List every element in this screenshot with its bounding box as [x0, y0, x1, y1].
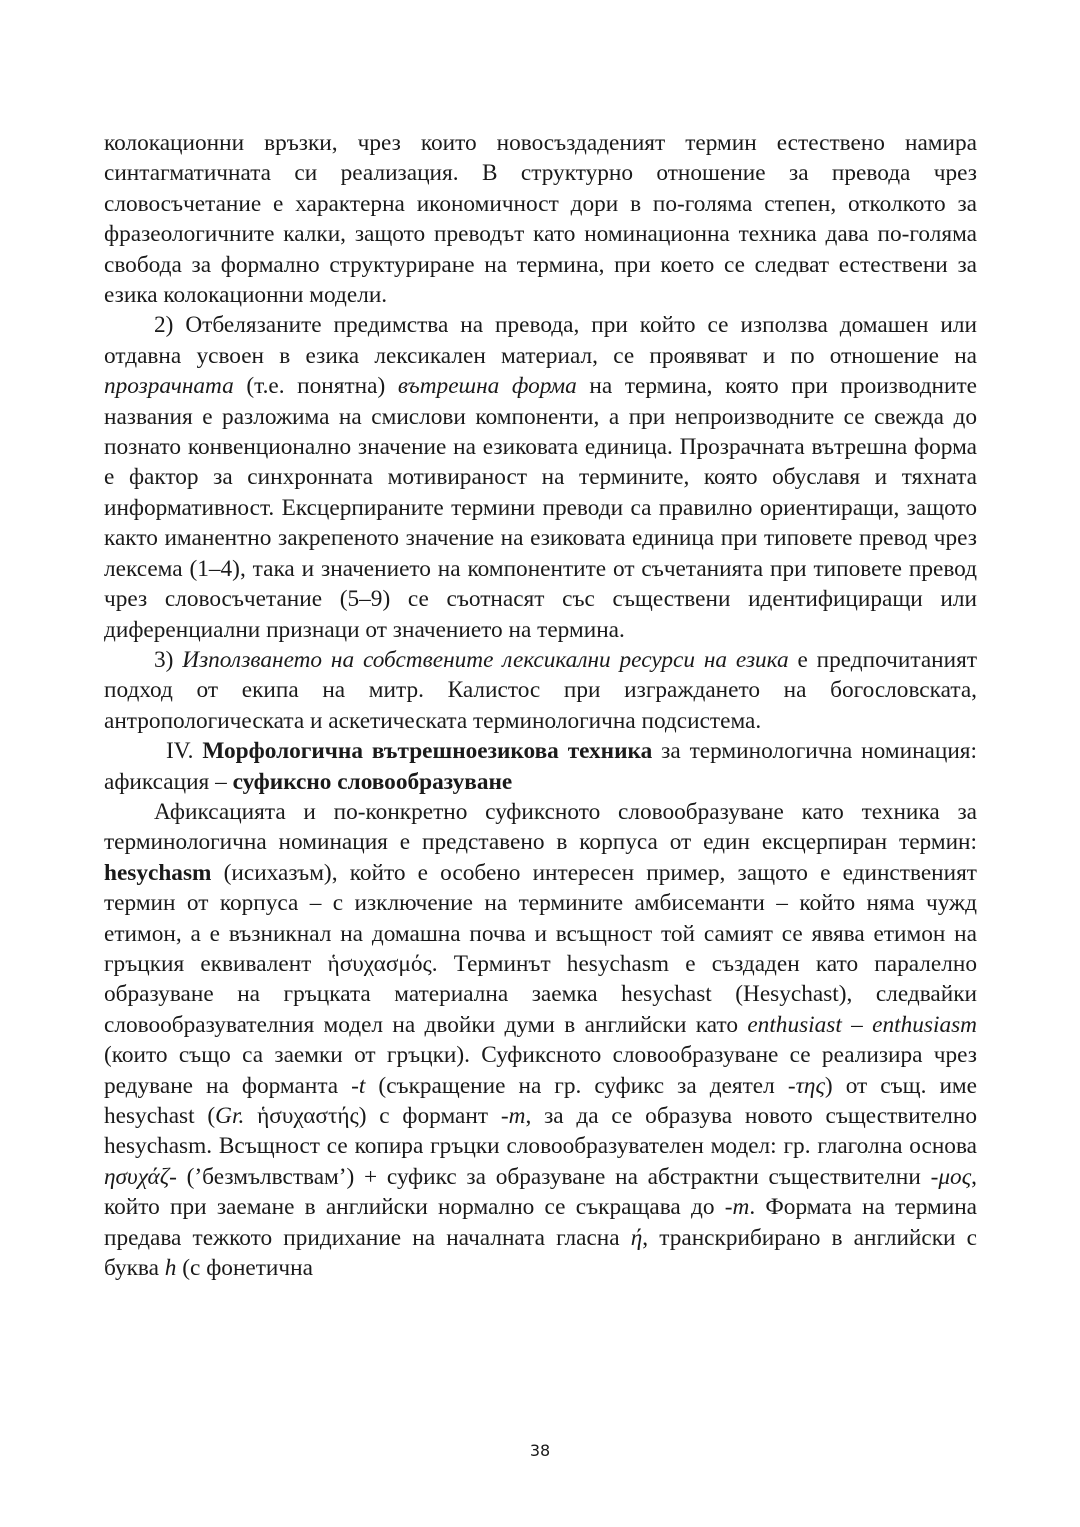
text-run: (т.е. понятна) — [233, 373, 398, 400]
text-run: колокационни връзки, чрез които новосъздаденият термин естествено намира синтагматичната си реализация. В структурно отношение за превода чрез словосъчетание е характерна икономичност дори в по-голяма степен, отколкото за фразеологичните калки, защото преводът като номинационна техника дава по-голяма свобода за формално структуриране на термина, при което се следват естествени за езика колокационни модели. — [104, 130, 977, 309]
page-number: 38 — [529, 1441, 551, 1460]
paragraph-2 — [104, 310, 977, 644]
section-heading-iv — [104, 736, 977, 797]
italic-term: enthusiasm — [872, 1011, 977, 1038]
italic-term: -της — [787, 1072, 825, 1099]
text-run: е предпочитаният подход от екипа на митр. Калистос при изграждането на богословската, антропологическата и аскетическата терминологична подсистема. — [104, 646, 977, 734]
italic-term: enthusiast — [747, 1011, 842, 1038]
bold-term: Морфологична вътрешноезикова техника — [202, 738, 653, 765]
bold-term: hesychasm — [104, 859, 212, 886]
text-run: (с фонетична — [176, 1255, 313, 1282]
italic-term: прозрачната — [104, 373, 234, 400]
italic-term: -μος — [930, 1163, 972, 1190]
text-run: (съкращение на гр. суфикс за деятел — [365, 1072, 788, 1099]
text-run: ) от същ. име hesychast ( — [104, 1072, 977, 1129]
text-run: 2) Отбелязаните предимства на превода, при който се използва домашен или отдавна усвоен в езика лексикален материал, се проявяват и по отношение на — [104, 312, 977, 369]
paragraph-3 — [104, 645, 977, 736]
text-run: за терминологична номинация: афиксация – — [104, 738, 977, 795]
text-run: , за да се образува новото съществително hesychasm. Всъщност се копира гръцки словообразувателен модел: гр. глаголна основа — [104, 1103, 977, 1160]
paragraph-4 — [104, 797, 977, 1284]
text-run: , който при заемане в английски нормално се съкращава до — [104, 1163, 977, 1221]
text-run: 3) — [154, 646, 183, 673]
text-run: (исихазъм), който е особено интересен пример, защото е единственият термин от корпуса – с изключение на термините амбисеманти – който няма чужд етимон, а е възникнал на домашна почва и всъщност той самият се явява етимон на гръцкия еквивалент ἡσυχασμός. Терминът hesychasm е създаден като паралелно образуване на гръцката материална заемка hesychast (Hesychast), следвайки словообразувателния модел на двойки думи в английски като — [104, 859, 977, 1038]
text-run: (’безмълвствам’) + суфикс за образуване на абстрактни съществителни — [176, 1163, 931, 1190]
page-body — [104, 128, 977, 1283]
italic-term: вътрешна форма — [397, 373, 577, 400]
text-run: – — [841, 1011, 873, 1038]
italic-term: -m — [724, 1194, 750, 1221]
paragraph-1 — [104, 128, 977, 310]
italic-term: Gr. — [215, 1103, 245, 1129]
text-run: на термина, която при производните названия е разложима на смислови компоненти, а при непроизводните се свежда до познато конвенционално значение на езиковата единица. Прозрачната вътрешна форма е фактор за синхронната мотивираност на термините, която обуславя и тяхната информативност. Ексцерпираните термини преводи са правилно ориентиращи, защото както иманентно закрепеното значение на езиковата единица при типовете превод чрез лексема (1–4), така и значението на компонентите от съчетанията при типовете превод чрез словосъчетание (5–9) се съотнасят със съществени идентифициращи или диференциални признаци от значението на термина. — [104, 373, 978, 643]
italic-term: ησυχάζ- — [104, 1163, 177, 1190]
italic-term: Използването на собствените лексикални ресурси на езика — [182, 646, 789, 673]
text-run: , транскрибирано в английски с буква — [104, 1224, 977, 1282]
text-run: (които също са заемки от гръцки). Суфиксното словообразуване се реализира чрез редуване на форманта — [104, 1042, 977, 1099]
italic-term: ή — [630, 1224, 643, 1251]
text-run: . Формата на термина предава тежкото придихание на началната гласна — [104, 1194, 978, 1251]
italic-term: -t — [351, 1072, 366, 1099]
text-run: IV. — [166, 738, 203, 765]
bold-term: суфиксно словообразуване — [232, 768, 513, 795]
italic-term: -m — [500, 1103, 526, 1129]
text-run: Афиксацията и по-конкретно суфиксното словообразуване като техника за терминологична номинация е представено в корпуса от един ексцерпиран термин: — [104, 798, 977, 856]
text-run: ἡσυχαστής) с формант — [244, 1103, 501, 1129]
italic-term: h — [164, 1255, 177, 1282]
